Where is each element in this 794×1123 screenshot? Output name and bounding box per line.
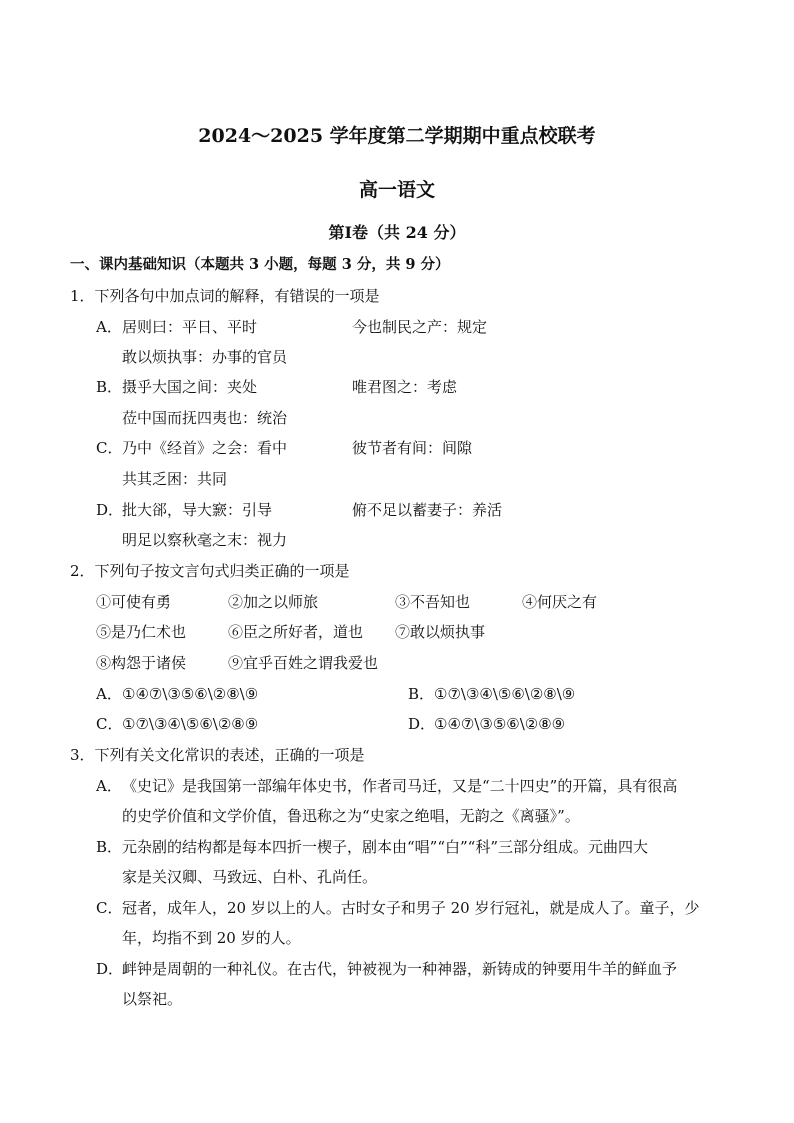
q3-option-b-line1: 元杂剧的结构都是每本四折一楔子，剧本由“唱”“白”“科”三部分组成。元曲四大 [122,838,649,856]
q2-option-b-text: ①⑦\③④\⑤⑥\②⑧\⑨ [434,685,576,703]
q1-option-b-label: B． [96,378,123,396]
q1-option-a-right: 今也制民之产：规定 [352,318,488,336]
q2-sentence-9: ⑨宜乎百姓之谓我爱也 [228,654,379,672]
subject-title: 高一语文 [358,179,435,201]
q1-option-d-label: D． [96,501,124,519]
q2-sentence-7: ⑦敢以烦执事 [395,623,486,641]
q1-option-c-label: C． [96,439,123,457]
q2-option-c-text: ①⑦\③④\⑤⑥\②⑧⑨ [122,715,259,733]
q2-sentence-6: ⑥臣之所好者，道也 [228,623,364,641]
question-3-stem: 3．下列有关文化常识的表述，正确的一项是 [70,746,365,764]
section-heading: 一、课内基础知识（本题共 3 小题，每题 3 分，共 9 分） [70,256,450,273]
q1-option-d-right: 俯不足以蓄妻子：养活 [352,501,503,519]
q1-option-a-left: 居则曰：平日、平时 [122,318,258,336]
q3-option-b-label: B． [96,838,123,856]
q2-sentence-4: ④何厌之有 [522,593,598,611]
q1-option-b-left: 摄乎大国之间：夹处 [122,378,258,396]
q1-option-c-left: 乃中《经首》之会：看中 [122,439,288,457]
page-title: 2024～2025 学年度第二学期期中重点校联考 [198,125,596,147]
q3-option-a-line1: 《史记》是我国第一部编年体史书，作者司马迁，又是“二十四史”的开篇，具有很高 [122,777,678,795]
q2-option-c-label: C． [96,715,123,733]
q1-option-c-line2: 共其乏困：共同 [122,470,228,488]
q3-option-c-line2: 年，均指不到 20 岁的人。 [122,929,301,947]
part-heading: 第Ⅰ卷（共 24 分） [328,223,466,242]
q3-option-d-label: D． [96,960,124,978]
q2-sentence-2: ②加之以师旅 [228,593,319,611]
q3-option-b-line2: 家是关汉卿、马致远、白朴、孔尚任。 [122,868,378,886]
q1-option-d-left: 批大郤，导大窾：引导 [122,501,273,519]
q2-option-d-text: ①④⑦\③⑤⑥\②⑧⑨ [434,715,566,733]
q3-option-a-label: A． [96,777,122,795]
q1-option-a-line2: 敢以烦执事：办事的官员 [122,348,288,366]
q3-option-d-line2: 以祭祀。 [122,990,183,1008]
q1-option-c-right: 彼节者有间：间隙 [352,439,473,457]
q2-option-a-text: ①④⑦\③⑤⑥\②⑧\⑨ [122,685,259,703]
q1-option-b-right: 唯君图之：考虑 [352,378,458,396]
q2-option-b-label: B． [408,685,435,703]
q3-option-a-line2: 的史学价值和文学价值，鲁迅称之为“史家之绝唱，无韵之《离骚》”。 [122,807,580,825]
question-1-stem: 1．下列各句中加点词的解释，有错误的一项是 [70,287,380,305]
q3-option-c-line1: 冠者，成年人，20 岁以上的人。古时女子和男子 20 岁行冠礼，就是成人了。童子，少 [122,899,700,917]
q2-sentence-1: ①可使有勇 [96,593,172,611]
question-2-stem: 2．下列句子按文言句式归类正确的一项是 [70,562,350,580]
q3-option-c-label: C． [96,899,123,917]
q1-option-a-label: A． [96,318,122,336]
q3-option-d-line1: 衅钟是周朝的一种礼仪。在古代，钟被视为一种神器，新铸成的钟要用牛羊的鲜血予 [122,960,678,978]
q1-option-b-line2: 莅中国而抚四夷也：统治 [122,409,288,427]
q1-option-d-line2: 明足以察秋毫之末：视力 [122,531,288,549]
q2-sentence-5: ⑤是乃仁术也 [96,623,187,641]
q2-sentence-8: ⑧构怨于诸侯 [96,654,187,672]
q2-sentence-3: ③不吾知也 [395,593,471,611]
q2-option-a-label: A． [96,685,122,703]
q2-option-d-label: D． [408,715,436,733]
